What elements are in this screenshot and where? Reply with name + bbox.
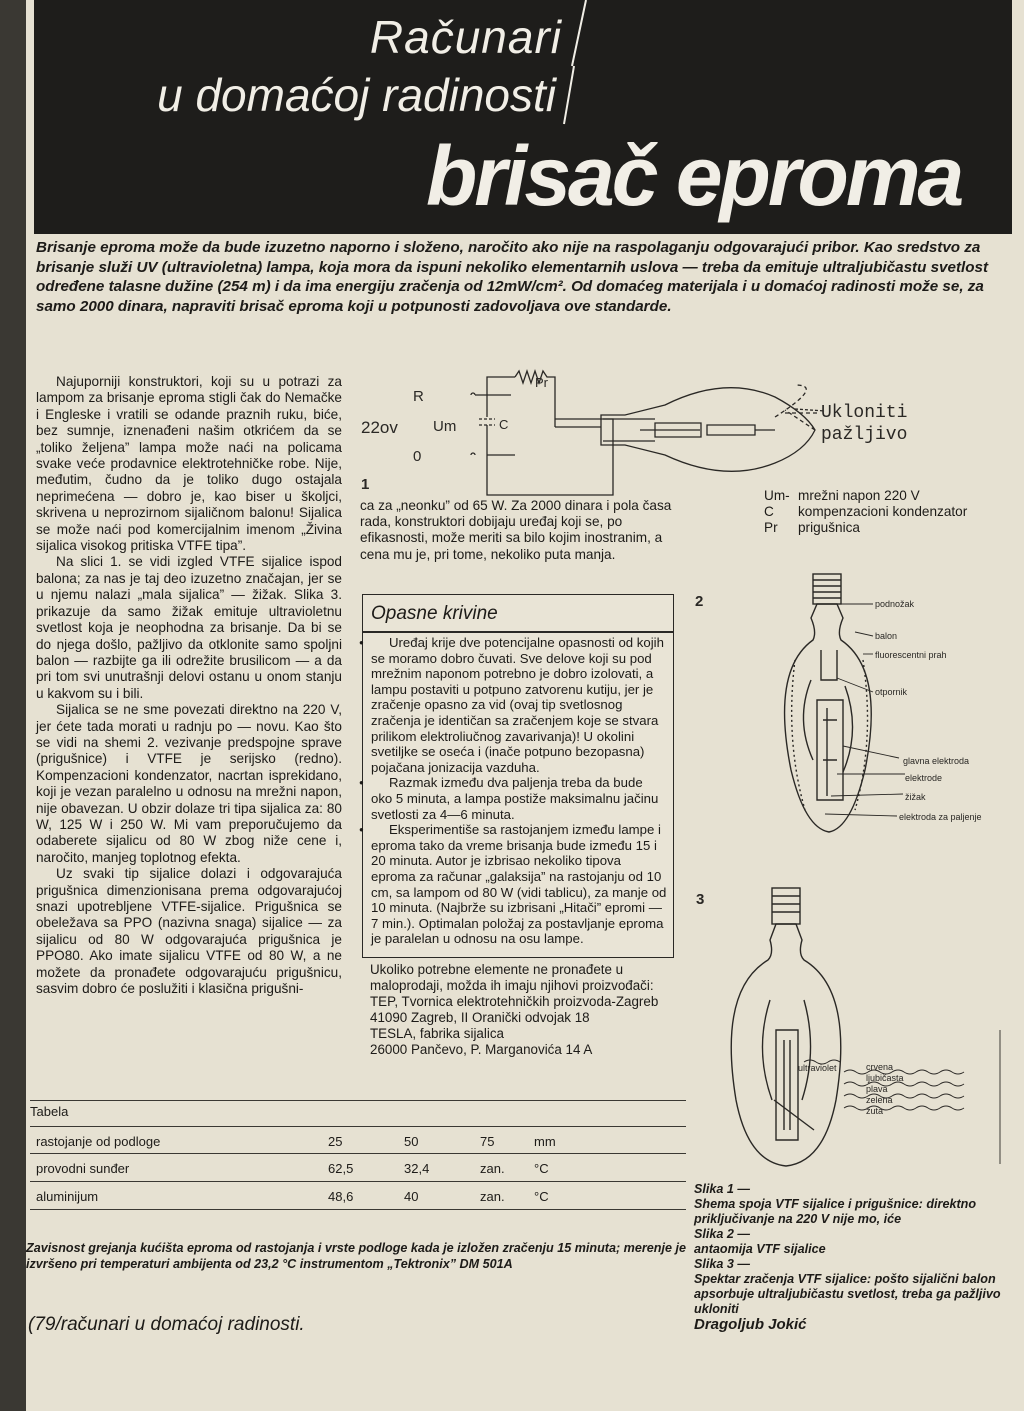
table-cell: 25 [328, 1134, 343, 1149]
table-cell: zan. [480, 1189, 505, 1204]
table-cell: 32,4 [404, 1161, 430, 1176]
warning-list [371, 635, 667, 947]
anatomy-label: elektroda za paljenje [899, 812, 982, 822]
table-cell: 62,5 [328, 1161, 354, 1176]
spectrum-label: zelena [866, 1095, 893, 1105]
supplier-line: TEP, Tvornica elektrotehničkih proizvoda-Zagreb [370, 994, 659, 1009]
spectrum-label: ultraviolet [798, 1063, 837, 1073]
spectrum-label: crvena [866, 1062, 894, 1072]
table-cell: 50 [404, 1134, 419, 1149]
circuit-diagram [355, 355, 1015, 505]
body-column-1 [36, 374, 342, 997]
warning-item: ● Razmak između dva paljenja treba da bude oko 5 minuta, a lampa postiže maksimalnu jačinu svetlosti za 4—6 minuta. [371, 775, 667, 822]
warning-item: ● Uređaj krije dve potencijalne opasnosti od kojih se moramo dobro čuvati. Sve delove koji su pod mrežnim naponom potrebno je dobro izolovati, a lampu postaviti u potpuno zatvorenu kutiju, jer je zračenje opasno za vid (ovaj tip svetlosnog zračenja je identičan sa zračenjem koje se stvara prilikom elektroliučnog zavarivanja)! U okolini svetiljke se oseća i (inače potpuno bezopasna) pojačana jonizacija vazduha. [371, 635, 667, 775]
table-top-rule [30, 1100, 686, 1101]
figure-number-3: 3 [696, 891, 705, 908]
table-cell: °C [534, 1189, 549, 1204]
legend-value: prigušnica [798, 520, 860, 535]
figure-number-2: 2 [695, 593, 704, 610]
spectrum-label: žuta [866, 1106, 884, 1116]
legend-row [764, 504, 1004, 520]
caption-label: Slika 1 — [694, 1182, 751, 1196]
supplier-line: TESLA, fabrika sijalica [370, 1026, 504, 1041]
article-title: brisač eproma [426, 129, 962, 223]
table-note: Zavisnost grejanja kućišta eproma od rastojanja i vrste podloge kada je izložen zračenju 15 minuta; merenje je izvršeno pri temperaturi ambijenta od 23,2 °C instrumentom „Tektronix” DM 501A [26, 1241, 686, 1271]
legend-key: Pr [764, 520, 778, 535]
anatomy-label: fluorescentni prah [875, 650, 947, 660]
legend-row [764, 520, 1004, 536]
circuit-label-pr: Pr [535, 375, 548, 390]
table-cell: provodni sunđer [36, 1161, 130, 1176]
body-paragraph: Uz svaki tip sijalice dolazi i odgovarajuća prigušnica dimenzionisana prema odgovarajućoj snazi upotrebljene VTFE-sijalice. Prigušnica se obeležava sa PPO (nazivna snaga) sijalice — za sijalicu od 80 W odgovarajuća prigušnica je PPO80. Ako imate sijalicu VTFE od 80 W, a ne možete da pronađete odgovarajuću prigušnicu, sasvim dobro će poslužiti i klasična prigušni- [36, 866, 342, 997]
table-cell: rastojanje od podloge [36, 1134, 161, 1149]
author-name: Dragoljub Jokić [694, 1316, 807, 1333]
anatomy-label: podnožak [875, 599, 915, 609]
data-table [30, 1126, 686, 1210]
section-title-line2: u domaćoj radinosti [157, 69, 556, 121]
legend-row [764, 488, 1004, 504]
warning-item: ● Eksperimentiše sa rastojanjem između lampe i eproma tako da vreme brisanja bude između 15 i 20 minuta. Autor je izbrisao nekoliko tipova eproma za računar „galaksija” na rastojanju od 10 cm, sa lampom od 80 W (vidi tablicu), za manje od 10 minuta. (Najbrže su izbrisani „Hitači” epromi — 7 min.). Optimalan položaj za postavljanje eproma je paralelan u odnosu na osu lampe. [371, 822, 667, 947]
circuit-label-r: R [413, 388, 424, 405]
remove-carefully-line2: pažljivo [821, 425, 908, 445]
title-slash-decoration [534, 0, 594, 130]
warning-box-divider [363, 631, 673, 633]
bulb-anatomy-figure [695, 560, 1015, 880]
anatomy-label: otpornik [875, 687, 908, 697]
circuit-legend [764, 488, 1004, 536]
spectrum-label: plava [866, 1084, 888, 1094]
body-column-2-top: ca za „neonku” od 65 W. Za 2000 dinara i pola časa rada, konstruktori dobijaju uređaj koji se, po efikasnosti, može meriti sa bilo kojim inostranim, a cena mu je, pri tome, nekoliko puta manja. [360, 498, 672, 562]
table-cell: aluminijum [36, 1189, 99, 1204]
circuit-label-c: C [499, 417, 509, 432]
caption-label: Slika 3 — [694, 1257, 751, 1271]
table-row [30, 1182, 686, 1210]
header-banner [34, 0, 1012, 234]
circuit-label-zero: 0 [413, 448, 422, 465]
table-caption: Tabela [30, 1104, 69, 1119]
supplier-line: 26000 Pančevo, P. Marganovića 14 A [370, 1042, 593, 1057]
circuit-label-voltage: 22ov [361, 418, 398, 437]
anatomy-label: žižak [905, 792, 926, 802]
body-paragraph: Sijalica se ne sme povezati direktno na 220 V, jer ćete tada morati u radnju po — novu. Kao što se vidi na shemi 2. vezivanje predspojne sprave (prigušnice) i VTFE je serijsko (redno). Kompenzacioni kondenzator, nacrtan isprekidano, koji je vezan paralelno u odnosu na mrežni napon, nije obavezan. U obzir dolaze tri tipa sijalica za: 80 W, 125 W i 250 W. Mi vam preporučujemo da odaberete sijalicu od 80 W zbog niže cene i, naročito, manjeg toplotnog efekta. [36, 702, 342, 865]
suppliers-block [370, 962, 680, 1058]
anatomy-label: glavna elektroda [903, 756, 970, 766]
supplier-line: 41090 Zagreb, II Oranički odvojak 18 [370, 1010, 590, 1025]
suppliers-intro: Ukoliko potrebne elemente ne pronađete u maloprodaji, možda ih imaju njihovi proizvođači: [370, 962, 654, 993]
legend-key: Um- [764, 488, 790, 503]
anatomy-label: elektrode [905, 773, 943, 783]
spectrum-figure [696, 880, 1014, 1170]
page-binding-edge [0, 0, 26, 1411]
table-cell: 48,6 [328, 1189, 354, 1204]
body-paragraph: Na slici 1. se vidi izgled VTFE sijalice ispod balona; za nas je taj deo izuzetno značajan, jer se u njemu nalazi „mala sijalica” — žižak. Slika 3. prikazuje da samo žižak emituje ultravioletnu svetlost koja je neophodna za brisanje. Da bi se do njega došlo, pažljivo da otklonite samo spoljni balon — razbijte ga ili odrežite brusilicom — a da pri tom svi unutrašnji delovi ostanu u onom stanju u kakvom su i bili. [36, 554, 342, 701]
page-footer: (79/računari u domaćoj radinosti. [28, 1314, 305, 1335]
table-cell: 75 [480, 1134, 495, 1149]
anatomy-label: balon [875, 631, 898, 641]
caption-text: Spektar zračenja VTF sijalice: pošto sijalični balon apsorbuje ultraljubičastu svetlost, treba ga pažljivo ukloniti [694, 1272, 1001, 1316]
figure-captions [694, 1182, 1008, 1317]
caption-text: antaomija VTF sijalice [694, 1242, 826, 1256]
legend-value: mrežni napon 220 V [798, 488, 920, 503]
table-cell: 40 [404, 1189, 419, 1204]
table-cell: °C [534, 1161, 549, 1176]
section-title-line1: Računari [369, 11, 562, 63]
warning-box [362, 594, 674, 958]
lead-paragraph: Brisanje eproma može da bude izuzetno naporno i složeno, naročito ako nije na raspolaganju odgovarajući pribor. Kao sredstvo za brisanje služi UV (ultravioletna) lampa, koja mora da ispuni nekoliko elementarnih uslova — treba da emituje ultraljubičastu svetlost određene talasne dužine (254 m) i da ima energiju zračenja od 12mW/cm². Od domaćeg materijala i u domaćoj radinosti može se, za samo 2000 dinara, napraviti brisač eproma koji u potpunosti zadovoljava ove standarde. [36, 239, 988, 315]
body-paragraph: Najuporniji konstruktori, koji su u potrazi za lampom za brisanje eproma stigli čak do Nemačke i Engleske i vratili se odande praznih ruku, biće, bez sumnje, iznenađeni našim otkrićem da se „toliko željena” lampa može naći na policama svake veće prodavnice elektrotehničke robe. Nije, međutim, čudno da je toliko dugo ostajala neprimećena — dobro je, kao biser u školjci, skrivena u neprozirnom sijaličnom balonu! Sijalica se može naći pod komercijalnim imenom „Živina sijalica visokog pritiska VTFE tipa”. [36, 374, 342, 554]
table-cell: mm [534, 1134, 556, 1149]
table-row [30, 1154, 686, 1182]
remove-carefully-line1: Ukloniti [821, 403, 908, 423]
legend-key: C [764, 504, 774, 519]
table-row [30, 1126, 686, 1154]
caption-text: Shema spoja VTF sijalice i prigušnice: direktno priključivanje na 220 V nije mo, iće [694, 1197, 977, 1226]
spectrum-label: ljubičasta [866, 1073, 904, 1083]
legend-value: kompenzacioni kondenzator [798, 504, 968, 519]
table-cell: zan. [480, 1161, 505, 1176]
figure-number-1: 1 [361, 476, 370, 493]
circuit-label-um: Um [433, 418, 457, 435]
caption-label: Slika 2 — [694, 1227, 751, 1241]
warning-box-title: Opasne krivine [371, 603, 498, 624]
